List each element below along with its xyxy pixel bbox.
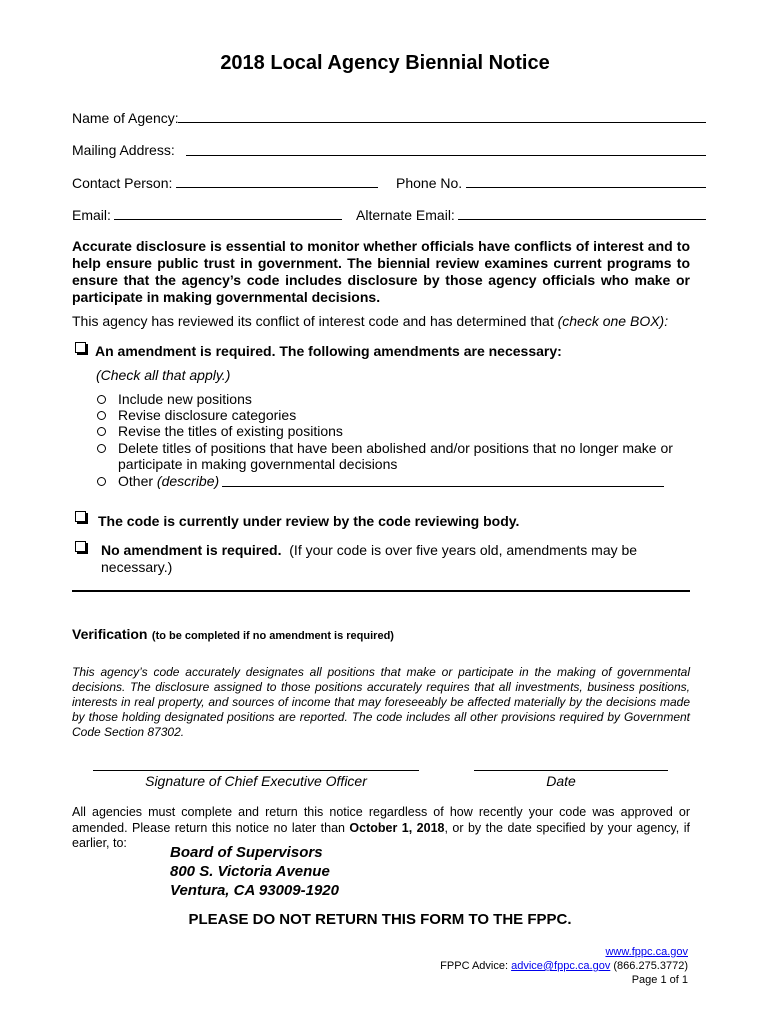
email-field[interactable] — [114, 219, 342, 220]
no-amendment-checkbox[interactable] — [75, 541, 86, 552]
check-all-note: (Check all that apply.) — [96, 367, 231, 383]
mailing-field[interactable] — [186, 155, 706, 156]
address-line-3: Ventura, CA 93009-1920 — [170, 882, 339, 899]
review-statement — [72, 313, 668, 329]
website-link[interactable]: www.fppc.ca.gov — [605, 946, 688, 958]
sub-option-4: Delete titles of positions that have been abolished and/or positions that no longer make or — [118, 440, 673, 456]
advice-label: FPPC Advice: — [440, 960, 512, 972]
amendment-option-label: An amendment is required. The following amendments are necessary: — [95, 343, 562, 359]
deadline: October 1, 2018 — [349, 820, 445, 835]
other-option — [118, 473, 219, 489]
signature-label: Signature of Chief Executive Officer — [145, 773, 367, 789]
verification-note: (to be completed if no amendment is required) — [151, 630, 394, 642]
other-describe: (describe) — [156, 473, 220, 489]
page-title: 2018 Local Agency Biennial Notice — [220, 52, 550, 74]
address-line-2: 800 S. Victoria Avenue — [170, 863, 330, 880]
review-text: This agency has reviewed its conflict of interest code and has determined that — [72, 313, 558, 329]
delete-titles-radio[interactable] — [97, 444, 106, 453]
other-radio[interactable] — [97, 477, 106, 486]
page-number: Page 1 of 1 — [631, 974, 688, 986]
sub-option-4-cont: participate in making governmental decisions — [118, 456, 398, 472]
no-amendment-note: (If your code is over five years old, amendments may be — [289, 542, 638, 558]
date-field[interactable] — [474, 770, 668, 771]
no-amendment-option — [101, 542, 637, 558]
footer-advice-line — [440, 960, 688, 972]
verification-title: Verification — [72, 626, 148, 642]
verification-heading — [72, 626, 394, 644]
amendment-checkbox[interactable] — [75, 342, 86, 353]
advice-email-link[interactable]: advice@fppc.ca.gov — [511, 960, 611, 972]
intro-paragraph: Accurate disclosure is essential to monitor whether officials have conflicts of interest and to help ensure public trust in government. The biennial review examines current programs to ensure that the agency’s code includes disclosure by those agency officials who make or participate in making governmental decisions. — [72, 238, 690, 305]
alt-email-field[interactable] — [458, 219, 706, 220]
do-not-return-notice: PLEASE DO NOT RETURN THIS FORM TO THE FPPC. — [188, 911, 572, 928]
include-positions-radio[interactable] — [97, 395, 106, 404]
sub-option-2: Revise disclosure categories — [118, 407, 297, 423]
sub-option-1: Include new positions — [118, 391, 252, 407]
agency-label: Name of Agency: — [72, 110, 179, 126]
contact-label: Contact Person: — [72, 175, 173, 191]
section-divider — [72, 590, 690, 592]
return-instructions — [72, 805, 690, 852]
footer-website-line — [605, 946, 688, 958]
mailing-label: Mailing Address: — [72, 142, 175, 158]
under-review-checkbox[interactable] — [75, 511, 86, 522]
return-text-2: , or by the date specified by your agency, if earlier, to: — [72, 820, 690, 850]
revise-titles-radio[interactable] — [97, 427, 106, 436]
contact-field[interactable] — [176, 187, 378, 188]
alt-email-label: Alternate Email: — [356, 207, 455, 223]
return-text-1: All agencies must complete and return this notice regardless of how recently your code was approved or amended. Please return this notice no later than — [72, 805, 690, 835]
verification-text: This agency’s code accurately designates all positions that make or participate in the making of governmental decisions. The disclosure assigned to those positions accurately requires that all investments, business positions, interests in real property, and sources of income that may foreseeably be affected materially by the decisions made by those holding designated positions are reported. The code includes all other provisions required by Government Code Section 87302. — [72, 665, 690, 739]
other-label: Other — [118, 473, 154, 489]
agency-field[interactable] — [178, 122, 706, 123]
sub-option-3: Revise the titles of existing positions — [118, 423, 343, 439]
phone-field[interactable] — [466, 187, 706, 188]
other-describe-field[interactable] — [222, 486, 664, 487]
revise-categories-radio[interactable] — [97, 411, 106, 420]
email-label: Email: — [72, 207, 111, 223]
review-check: (check one BOX): — [557, 313, 669, 329]
date-label: Date — [546, 773, 576, 789]
advice-phone: (866.275.3772) — [610, 960, 688, 972]
phone-label: Phone No. — [396, 175, 463, 191]
address-line-1: Board of Supervisors — [170, 844, 323, 861]
signature-field[interactable] — [93, 770, 419, 771]
under-review-label: The code is currently under review by the code reviewing body. — [98, 513, 520, 529]
no-amendment-note-cont: necessary.) — [101, 559, 173, 575]
no-amendment-label: No amendment is required. — [101, 542, 282, 558]
